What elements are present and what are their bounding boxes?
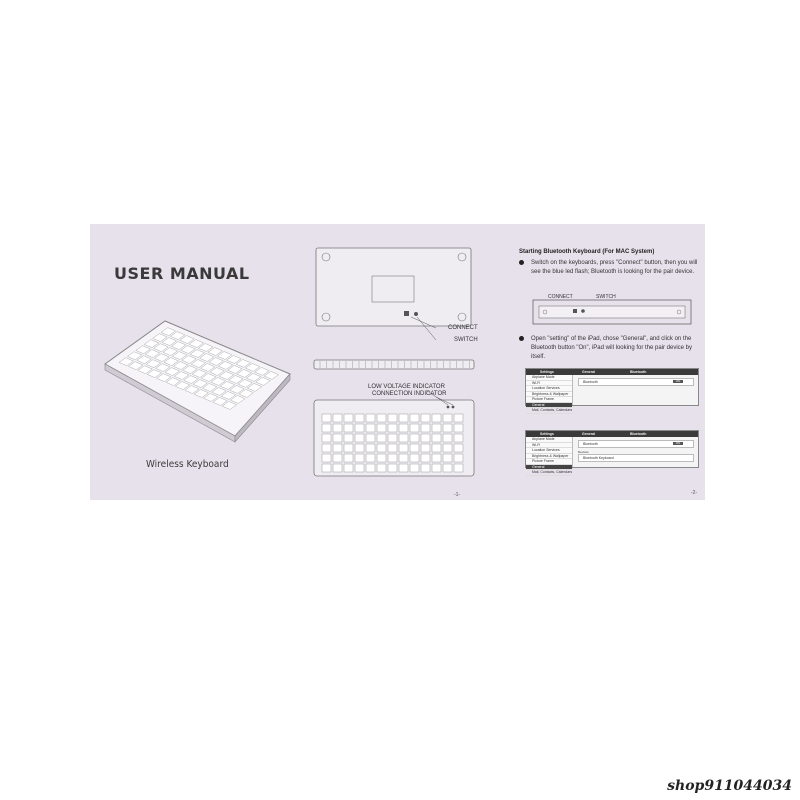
key <box>333 424 342 432</box>
settings-title: Settings <box>540 370 554 374</box>
manual-sheet <box>90 224 705 500</box>
step-1-text: Switch on the keyboards, press "Connect" button, then you will see the blue led flash; Bluetooth is looking for the pair device. <box>531 260 698 275</box>
menu-location-services[interactable]: Location Services <box>526 386 572 392</box>
key <box>421 434 430 442</box>
menu-general[interactable]: General <box>526 465 572 471</box>
manual-title: USER MANUAL <box>114 264 250 283</box>
bluetooth-title: Bluetooth <box>630 370 647 374</box>
general-tab[interactable]: General <box>582 432 596 436</box>
key <box>443 454 452 462</box>
key <box>388 434 397 442</box>
key <box>322 434 331 442</box>
key <box>421 424 430 432</box>
key <box>399 424 408 432</box>
key <box>443 444 452 452</box>
diagram-panel <box>296 224 503 500</box>
key <box>377 454 386 462</box>
key <box>377 464 386 472</box>
page-number-1: -1- <box>454 492 461 498</box>
key <box>443 424 452 432</box>
page-number-2: -2- <box>691 490 698 496</box>
key <box>333 414 342 422</box>
bluetooth-row-label: Bluetooth <box>583 380 598 384</box>
key <box>377 424 386 432</box>
bluetooth-row <box>578 440 694 448</box>
menu-airplane-mode[interactable]: Airplane Mode <box>526 375 572 381</box>
key <box>366 444 375 452</box>
menu-wifi[interactable]: Wi-Fi <box>526 381 572 387</box>
device-name: Bluetooth Keyboard <box>583 456 614 460</box>
key <box>432 414 441 422</box>
key <box>421 444 430 452</box>
connect-label: CONNECT <box>448 325 478 331</box>
key <box>388 464 397 472</box>
key <box>410 454 419 462</box>
key <box>388 444 397 452</box>
key <box>410 434 419 442</box>
connection-indicator-label: CONNECTION INDICATOR <box>372 391 447 397</box>
key <box>377 414 386 422</box>
cover-panel <box>90 224 296 500</box>
bullet-icon <box>519 336 524 341</box>
key <box>432 454 441 462</box>
bluetooth-pane <box>578 378 694 388</box>
key <box>344 464 353 472</box>
bluetooth-pane <box>578 440 694 464</box>
low-voltage-label: LOW VOLTAGE INDICATOR <box>368 384 445 390</box>
key <box>333 454 342 462</box>
key <box>344 434 353 442</box>
key <box>366 464 375 472</box>
key <box>366 414 375 422</box>
menu-brightness[interactable]: Brightness & Wallpaper <box>526 392 572 398</box>
key <box>399 414 408 422</box>
settings-menu <box>526 375 573 412</box>
key <box>399 464 408 472</box>
key <box>322 444 331 452</box>
key <box>410 424 419 432</box>
key <box>366 424 375 432</box>
key <box>322 454 331 462</box>
bluetooth-title: Bluetooth <box>630 432 647 436</box>
key <box>399 434 408 442</box>
key <box>366 434 375 442</box>
bluetooth-row <box>578 378 694 386</box>
connect-label-2: CONNECT <box>548 294 573 300</box>
key <box>333 464 342 472</box>
key <box>388 454 397 462</box>
settings-menu <box>526 437 573 474</box>
key <box>421 454 430 462</box>
step-2 <box>519 335 699 362</box>
key <box>355 434 364 442</box>
ipad-settings-screenshot-1 <box>525 368 699 412</box>
key <box>355 424 364 432</box>
menu-picture-frame[interactable]: Picture Frame <box>526 397 572 403</box>
key <box>322 424 331 432</box>
watermark: shop911044034 <box>667 778 792 794</box>
switch-label: SWITCH <box>454 337 478 343</box>
key <box>454 434 463 442</box>
key <box>454 444 463 452</box>
key <box>454 454 463 462</box>
key <box>421 464 430 472</box>
key <box>410 464 419 472</box>
step-2-text: Open "setting" of the iPad, chose "General", and click on the Bluetooth button "On", iPad will looking for the pair device by itself. <box>531 336 693 360</box>
key <box>366 454 375 462</box>
keyboard-diagrams <box>296 224 503 500</box>
key <box>322 464 331 472</box>
key <box>432 444 441 452</box>
device-row[interactable] <box>578 454 694 462</box>
key <box>344 444 353 452</box>
key <box>333 444 342 452</box>
key <box>377 434 386 442</box>
settings-title: Settings <box>540 432 554 436</box>
key <box>355 414 364 422</box>
key <box>432 424 441 432</box>
key <box>432 434 441 442</box>
subtitle: Wireless Keyboard <box>146 459 229 470</box>
key <box>410 444 419 452</box>
key <box>344 414 353 422</box>
key <box>355 444 364 452</box>
menu-general[interactable]: General <box>526 403 572 409</box>
key <box>399 444 408 452</box>
key <box>355 464 364 472</box>
key <box>377 444 386 452</box>
key <box>344 424 353 432</box>
key <box>333 434 342 442</box>
key <box>322 414 331 422</box>
bluetooth-toggle[interactable]: ON <box>673 380 683 383</box>
menu-airplane-mode[interactable]: Airplane Mode <box>526 437 572 443</box>
menu-wifi[interactable]: Wi-Fi <box>526 443 572 449</box>
general-tab[interactable]: General <box>582 370 596 374</box>
instructions-heading: Starting Bluetooth Keyboard (For MAC System) <box>519 249 655 255</box>
ipad-settings-screenshot-2 <box>525 430 699 474</box>
key <box>454 464 463 472</box>
switch-label-2: SWITCH <box>596 294 616 300</box>
devices-label: Devices <box>578 450 589 454</box>
key <box>421 414 430 422</box>
menu-location-services[interactable]: Location Services <box>526 448 572 454</box>
key <box>454 424 463 432</box>
key <box>388 424 397 432</box>
menu-mail[interactable]: Mail, Contacts, Calendars <box>526 470 572 476</box>
key <box>443 464 452 472</box>
key <box>443 434 452 442</box>
instructions-panel <box>503 224 705 500</box>
key <box>355 454 364 462</box>
bluetooth-toggle[interactable]: ON <box>673 442 683 445</box>
menu-mail[interactable]: Mail, Contacts, Calendars <box>526 408 572 414</box>
key <box>410 414 419 422</box>
key <box>432 464 441 472</box>
key <box>388 414 397 422</box>
menu-picture-frame[interactable]: Picture Frame <box>526 459 572 465</box>
key <box>443 414 452 422</box>
key <box>344 454 353 462</box>
key <box>454 414 463 422</box>
menu-brightness[interactable]: Brightness & Wallpaper <box>526 454 572 460</box>
bluetooth-row-label: Bluetooth <box>583 442 598 446</box>
key <box>399 454 408 462</box>
